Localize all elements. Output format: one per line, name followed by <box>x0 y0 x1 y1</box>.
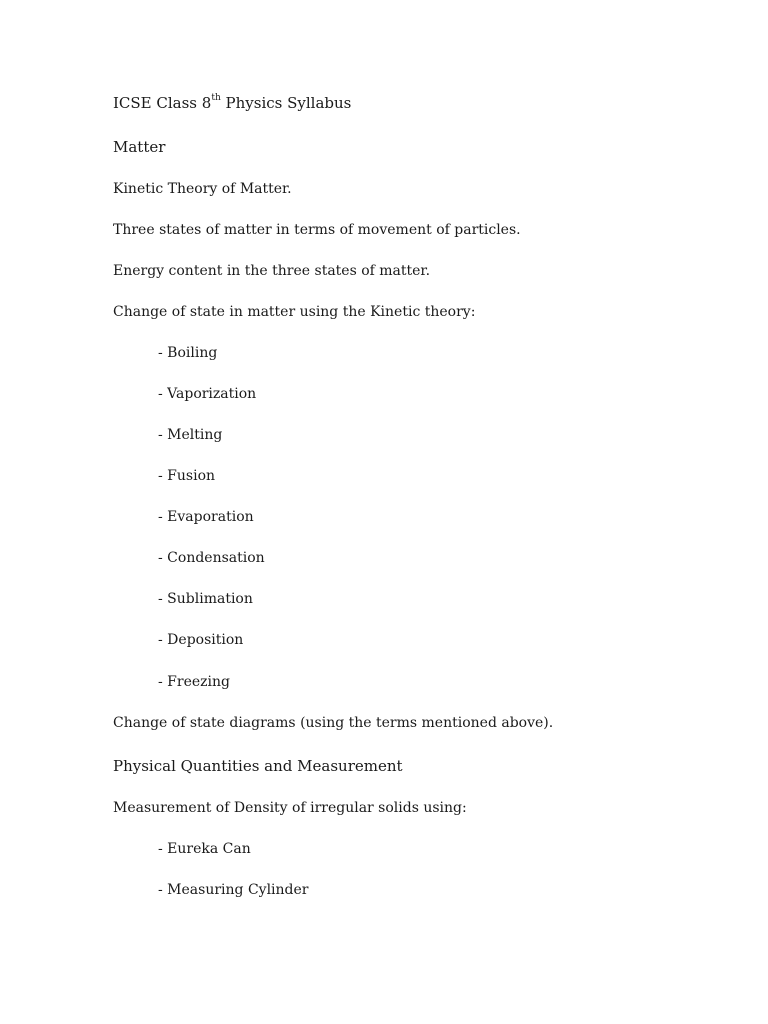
list-item-vaporization: - Vaporization <box>158 386 257 402</box>
title-rest: Physics Syllabus <box>220 94 352 112</box>
list-item-deposition: - Deposition <box>158 632 244 648</box>
paragraph-energy-content: Energy content in the three states of matter. <box>113 263 431 279</box>
list-item-fusion: - Fusion <box>158 468 216 484</box>
paragraph-change-of-state: Change of state in matter using the Kinetic theory: <box>113 304 476 320</box>
list-item-eureka-can: - Eureka Can <box>158 841 251 857</box>
list-item-melting: - Melting <box>158 427 223 443</box>
list-item-evaporation: - Evaporation <box>158 509 254 525</box>
paragraph-change-of-state-diagrams: Change of state diagrams (using the terms mentioned above). <box>113 715 554 731</box>
title-main: ICSE Class 8 <box>113 94 212 112</box>
section-heading-matter: Matter <box>113 138 166 156</box>
list-item-boiling: - Boiling <box>158 345 218 361</box>
paragraph-states-of-matter: Three states of matter in terms of movement of particles. <box>113 222 521 238</box>
list-item-freezing: - Freezing <box>158 674 230 690</box>
list-item-sublimation: - Sublimation <box>158 591 253 607</box>
subsection-heading-kinetic-theory: Kinetic Theory of Matter. <box>113 181 292 197</box>
document-title <box>113 94 351 112</box>
paragraph-density-measurement: Measurement of Density of irregular solids using: <box>113 800 467 816</box>
section-heading-physical-quantities: Physical Quantities and Measurement <box>113 757 403 775</box>
list-item-measuring-cylinder: - Measuring Cylinder <box>158 882 309 898</box>
list-item-condensation: - Condensation <box>158 550 265 566</box>
title-superscript: th <box>211 93 221 103</box>
